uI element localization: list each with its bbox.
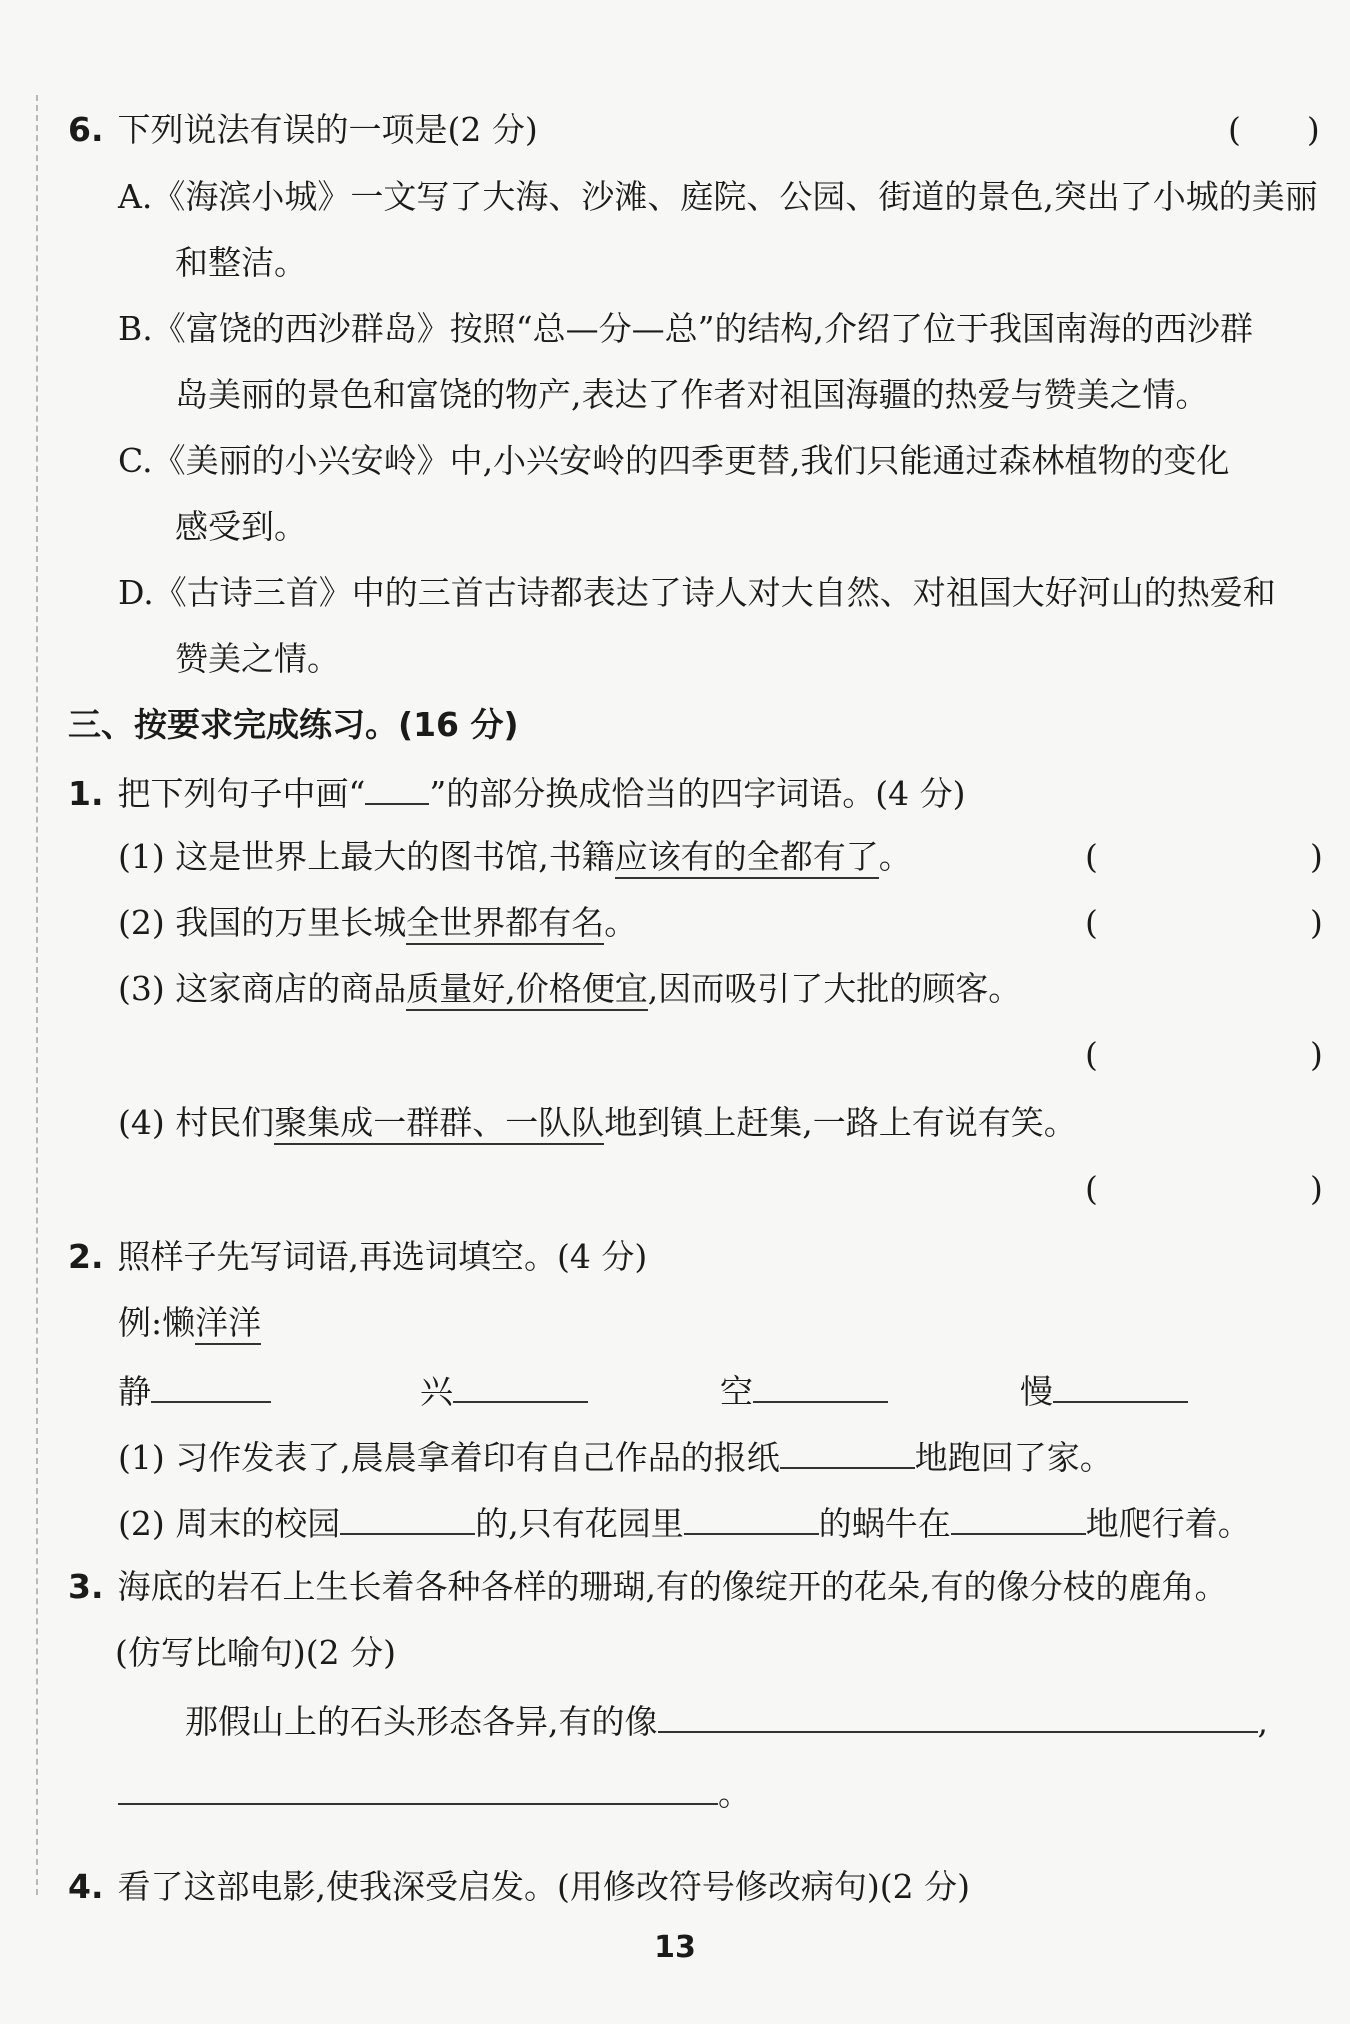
q2-s2-blank-1[interactable] — [340, 1499, 475, 1535]
q1-item-2-paren-close: ) — [1310, 903, 1323, 942]
q1-item-3-paren-open[interactable]: ( — [1085, 1035, 1098, 1074]
q6-option-d-cont: 赞美之情。 — [175, 639, 340, 678]
q3-number: 3. — [68, 1567, 104, 1606]
q1-item-3-underlined: 质量好,价格便宜 — [406, 969, 648, 1011]
q1-item-2-underlined: 全世界都有名 — [406, 903, 604, 945]
q2-word-1: 静 — [118, 1367, 271, 1414]
q2-stem: 2. 照样子先写词语,再选词填空。(4 分) — [68, 1237, 648, 1276]
page-number: 13 — [654, 1930, 696, 1965]
q6-stem: 6. 下列说法有误的一项是(2 分) — [68, 110, 538, 149]
q2-word-2-blank[interactable] — [453, 1367, 588, 1403]
q2-sentence-2: (2) 周末的校园 的,只有花园里 的蜗牛在 地爬行着。 — [118, 1499, 1251, 1546]
q2-word-4-blank[interactable] — [1053, 1367, 1188, 1403]
q3-answer-blank-2[interactable] — [118, 1769, 718, 1805]
q2-sentence-1: (1) 习作发表了,晨晨拿着印有自己作品的报纸 地跑回了家。 — [118, 1433, 1113, 1480]
q1-item-4: (4) 村民们聚集成一群群、一队队地到镇上赶集,一路上有说有笑。 — [118, 1101, 1077, 1145]
q1-item-4-paren-open[interactable]: ( — [1085, 1169, 1098, 1208]
q6-option-c-cont: 感受到。 — [175, 507, 307, 546]
q1-item-4-underlined: 聚集成一群群、一队队 — [274, 1103, 604, 1145]
q1-item-2-paren-open[interactable]: ( — [1085, 903, 1098, 942]
q2-word-4: 慢 — [1020, 1367, 1188, 1414]
q6-answer-paren[interactable]: ( ) — [1228, 110, 1320, 149]
q4-number: 4. — [68, 1867, 104, 1906]
q2-word-2: 兴 — [420, 1367, 588, 1414]
q1-underline-sample — [365, 769, 429, 805]
q6-option-d: D.《古诗三首》中的三首古诗都表达了诗人对大自然、对祖国大好河山的热爱和 — [118, 573, 1276, 612]
q2-example-underlined: 洋洋 — [195, 1303, 261, 1345]
section-3-title: 三、按要求完成练习。(16 分) — [68, 705, 519, 744]
q3-note: (仿写比喻句)(2 分) — [115, 1633, 396, 1672]
q1-item-3: (3) 这家商店的商品质量好,价格便宜,因而吸引了大批的顾客。 — [118, 967, 1021, 1011]
q1-item-1-paren-close: ) — [1310, 837, 1323, 876]
q1-item-3-paren-close: ) — [1310, 1035, 1323, 1074]
q4-stem: 4. 看了这部电影,使我深受启发。(用修改符号修改病句)(2 分) — [68, 1867, 970, 1906]
q2-word-3-blank[interactable] — [753, 1367, 888, 1403]
q1-item-1-paren-open[interactable]: ( — [1085, 837, 1098, 876]
q6-option-b: B.《富饶的西沙群岛》按照“总—分—总”的结构,介绍了位于我国南海的西沙群 — [118, 309, 1253, 348]
q2-number: 2. — [68, 1237, 104, 1276]
q3-stem: 3. 海底的岩石上生长着各种各样的珊瑚,有的像绽开的花朵,有的像分枝的鹿角。 — [68, 1567, 1228, 1606]
q6-option-c: C.《美丽的小兴安岭》中,小兴安岭的四季更替,我们只能通过森林植物的变化 — [118, 441, 1230, 480]
q6-number: 6. — [68, 110, 104, 149]
q1-item-1: (1) 这是世界上最大的图书馆,书籍应该有的全都有了。 — [118, 835, 912, 879]
q1-stem: 1. 把下列句子中画“ ”的部分换成恰当的四字词语。(4 分) — [68, 769, 965, 816]
q3-prompt: 那假山上的石头形态各异,有的像 , — [185, 1697, 1268, 1744]
margin-dashed-line — [36, 95, 38, 1895]
q2-example: 例:懒洋洋 — [118, 1301, 261, 1345]
q6-option-a: A.《海滨小城》一文写了大海、沙滩、庭院、公园、街道的景色,突出了小城的美丽 — [118, 177, 1318, 216]
q2-s2-blank-2[interactable] — [684, 1499, 819, 1535]
q1-item-1-underlined: 应该有的全都有了 — [615, 837, 879, 879]
q2-s1-blank[interactable] — [780, 1433, 915, 1469]
q1-item-2: (2) 我国的万里长城全世界都有名。 — [118, 901, 637, 945]
q2-word-1-blank[interactable] — [151, 1367, 271, 1403]
q3-answer-blank-1[interactable] — [658, 1697, 1258, 1733]
q1-item-4-paren-close: ) — [1310, 1169, 1323, 1208]
q2-word-3: 空 — [720, 1367, 888, 1414]
q1-number: 1. — [68, 774, 104, 813]
q6-option-b-cont: 岛美丽的景色和富饶的物产,表达了作者对祖国海疆的热爱与赞美之情。 — [175, 375, 1209, 414]
q6-option-a-cont: 和整洁。 — [175, 243, 307, 282]
q2-s2-blank-3[interactable] — [951, 1499, 1086, 1535]
q3-answer-line-2: 。 — [118, 1769, 751, 1816]
